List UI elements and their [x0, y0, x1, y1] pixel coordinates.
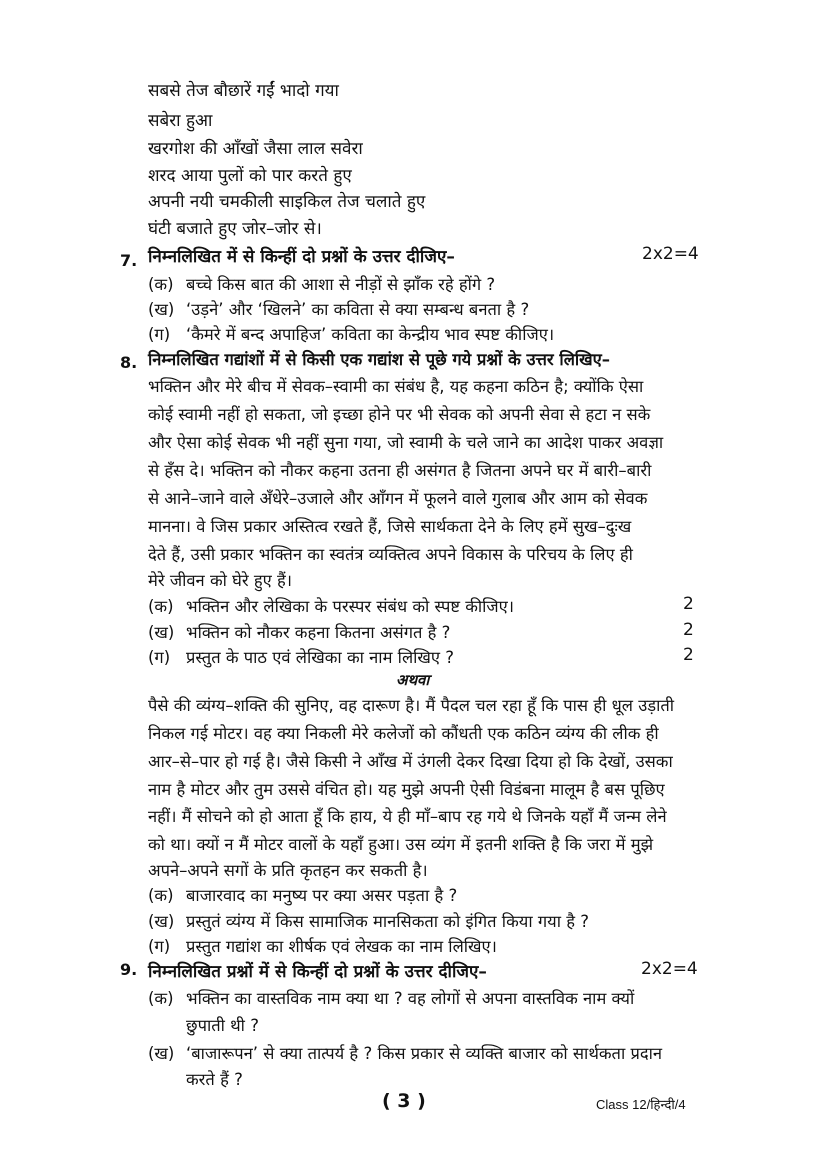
sub-question-text: ‘कैमरे में बन्द अपाहिज’ कविता का केन्द्रीय भाव स्पष्ट कीजिए। [186, 325, 555, 344]
passage-line: और ऐसा कोई सेवक भी नहीं सुना गया, जो स्वामी के चले जाने का आदेश पाकर अवज्ञा [148, 433, 664, 452]
passage-line: कोई स्वामी नहीं हो सकता, जो इच्छा होने पर भी सेवक को अपनी सेवा से हटा न सके [148, 405, 651, 424]
passage-line: पैसे की व्यंग्य–शक्ति की सुनिए, वह दारूण है। मैं पैदल चल रहा हूँ कि पास ही धूल उड़ाती [148, 696, 675, 715]
passage-line: अपने–अपने सगों के प्रति कृतहन कर सकती है। [148, 861, 428, 880]
class-label: Class 12/हिन्दी/4 [596, 1097, 686, 1112]
question-heading: निम्नलिखित गद्यांशों में से किसी एक गद्यांश से पूछे गये प्रश्नों के उत्तर लिखिए– [148, 350, 611, 369]
sub-question-label: (ग) [148, 325, 171, 344]
athva-divider: अथवा [396, 671, 430, 689]
sub-question-text: प्रस्तुत के पाठ एवं लेखिका का नाम लिखिए ? [186, 648, 455, 667]
poem-line: खरगोश की आँखों जैसा लाल सवेरा [148, 139, 363, 159]
poem-line: घंटी बजाते हुए जोर–जोर से। [148, 219, 322, 239]
question-marks: 2x2=4 [642, 244, 699, 264]
question-heading: निम्नलिखित प्रश्नों में से किन्हीं दो प्रश्नों के उत्तर दीजिए– [148, 962, 487, 982]
passage-line: देते हैं, उसी प्रकार भक्तिन का स्वतंत्र व्यक्तित्व अपने विकास के परिचय के लिए ही [148, 545, 633, 564]
sub-question-text: भक्तिन और लेखिका के परस्पर संबंध को स्पष्ट कीजिए। [186, 597, 515, 616]
sub-question-text: बाजारवाद का मनुष्य पर क्या असर पड़ता है ? [186, 886, 458, 905]
page-number: ( 3 ) [382, 1090, 426, 1112]
sub-question-label: (ख) [148, 1044, 175, 1063]
sub-question-text: भक्तिन का वास्तविक नाम क्या था ? वह लोगों से अपना वास्तविक नाम क्यों [186, 989, 635, 1008]
sub-question-text: छुपाती थी ? [186, 1016, 259, 1035]
sub-question-label: (ग) [148, 648, 171, 667]
passage-line: भक्तिन और मेरे बीच में सेवक–स्वामी का संबंध है, यह कहना कठिन है; क्योंकि ऐसा [148, 377, 644, 396]
sub-question-text: बच्चे किस बात की आशा से नीड़ों से झाँक रहे होंगे ? [186, 275, 496, 294]
passage-line: से आने–जाने वाले अँधेरे–उजाले और आँगन में फूलने वाले गुलाब और आम को सेवक [148, 489, 648, 508]
sub-question-label: (ख) [148, 912, 175, 931]
sub-question-marks: 2 [683, 620, 694, 640]
sub-question-text: ‘बाजारूपन’ से क्या तात्पर्य है ? किस प्रकार से व्यक्ति बाजार को सार्थकता प्रदान [186, 1044, 663, 1063]
question-heading: निम्नलिखित में से किन्हीं दो प्रश्नों के उत्तर दीजिए– [148, 247, 455, 267]
passage-line: को था। क्यों न मैं मोटर वालों के यहाँ हुआ। उस व्यंग में इतनी शक्ति है कि जरा में मुझे [148, 835, 654, 854]
passage-line: आर–से–पार हो गई है। जैसे किसी ने आँख में उंगली देकर दिखा दिया हो कि देखों, उसका [148, 752, 673, 771]
question-number: 7. [120, 251, 138, 270]
passage-line: नहीं। मैं सोचने को हो आता हूँ कि हाय, ये ही माँ–बाप रह गये थे जिनके यहाँ मैं जन्म लेने [148, 807, 667, 826]
poem-line: सबेरा हुआ [148, 111, 213, 131]
sub-question-label: (ख) [148, 623, 175, 642]
passage-line: निकल गई मोटर। वह क्या निकली मेरे कलेजों को कौंधती एक कठिन व्यंग्य की लीक ही [148, 724, 659, 743]
question-number: 9. [120, 960, 138, 979]
question-number: 8. [120, 353, 138, 372]
poem-line: सबसे तेज बौछारें गईं भादो गया [148, 81, 339, 101]
sub-question-text: प्रस्तुत गद्यांश का शीर्षक एवं लेखक का नाम लिखिए। [186, 937, 497, 956]
sub-question-text: करते हैं ? [186, 1070, 243, 1089]
sub-question-text: भक्तिन को नौकर कहना कितना असंगत है ? [186, 623, 451, 642]
sub-question-text: प्रस्तुतं व्यंग्य में किस सामाजिक मानसिकता को इंगित किया गया है ? [186, 912, 589, 931]
sub-question-label: (क) [148, 275, 174, 294]
sub-question-label: (क) [148, 989, 174, 1008]
sub-question-label: (क) [148, 886, 174, 905]
poem-line: अपनी नयी चमकीली साइकिल तेज चलाते हुए [148, 192, 426, 212]
question-marks: 2x2=4 [641, 959, 698, 979]
sub-question-marks: 2 [683, 594, 694, 614]
sub-question-text: ‘उड़ने’ और ‘खिलने’ का कविता से क्या सम्बन्ध बनता है ? [186, 300, 530, 319]
passage-line: से हँस दे। भक्तिन को नौकर कहना उतना ही असंगत है जितना अपने घर में बारी–बारी [148, 461, 652, 480]
passage-line: नाम है मोटर और तुम उससे वंचित हो। यह मुझे अपनी ऐसी विडंबना मालूम है बस पूछिए [148, 780, 665, 799]
sub-question-label: (ग) [148, 937, 171, 956]
sub-question-marks: 2 [683, 645, 694, 665]
passage-line: मेरे जीवन को घेरे हुए हैं। [148, 571, 293, 590]
sub-question-label: (क) [148, 597, 174, 616]
passage-line: मानना। वे जिस प्रकार अस्तित्व रखते हैं, जिसे सार्थकता देने के लिए हमें सुख–दुःख [148, 517, 632, 536]
sub-question-label: (ख) [148, 300, 175, 319]
poem-line: शरद आया पुलों को पार करते हुए [148, 166, 352, 186]
